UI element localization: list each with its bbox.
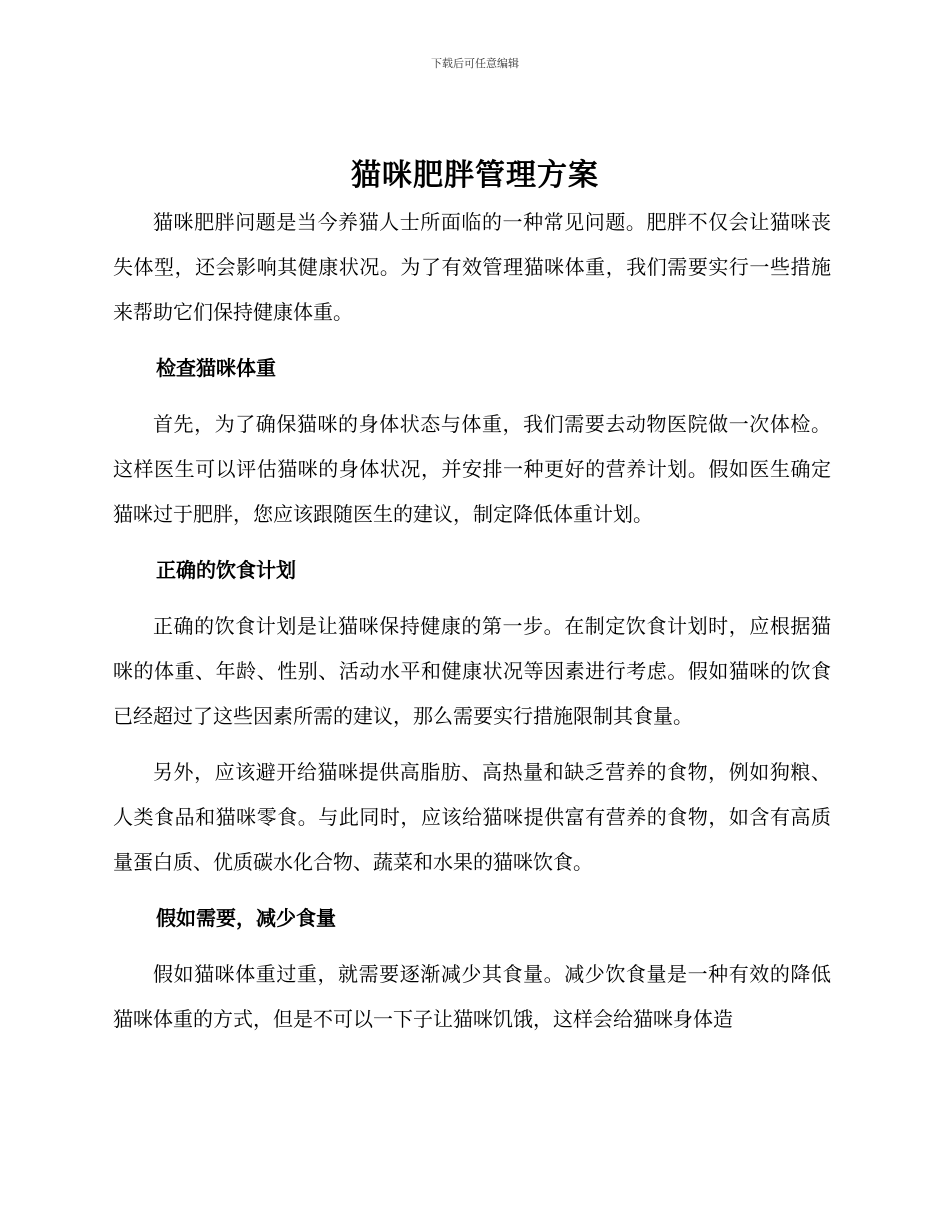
section-paragraph: 另外，应该避开给猫咪提供高脂肪、高热量和缺乏营养的食物，例如狗粮、人类食品和猫咪零食。与此同时，应该给猫咪提供富有营养的食物，如含有高质量蛋白质、优质碳水化合物、蔬菜和水果的猫咪饮食。	[113, 760, 831, 874]
intro-paragraph: 猫咪肥胖问题是当今养猫人士所面临的一种常见问题。肥胖不仅会让猫咪丧失体型，还会影响其健康状况。为了有效管理猫咪体重，我们需要实行一些措施来帮助它们保持健康体重。	[113, 210, 831, 324]
header-note: 下载后可任意编辑	[431, 57, 519, 70]
section-paragraph: 假如猫咪体重过重，就需要逐渐减少其食量。减少饮食量是一种有效的降低猫咪体重的方式，但是不可以一下子让猫咪饥饿，这样会给猫咪身体造	[113, 962, 831, 1031]
section-paragraph: 首先，为了确保猫咪的身体状态与体重，我们需要去动物医院做一次体检。这样医生可以评估猫咪的身体状况，并安排一种更好的营养计划。假如医生确定猫咪过于肥胖，您应该跟随医生的建议，制定降低体重计划。	[113, 412, 831, 526]
document-title: 猫咪肥胖管理方案	[351, 158, 599, 193]
section-heading-diet-plan: 正确的饮食计划	[156, 558, 296, 582]
section-heading-reduce-food: 假如需要，减少食量	[156, 906, 336, 930]
section-heading-check-weight: 检查猫咪体重	[156, 356, 276, 380]
section-paragraph: 正确的饮食计划是让猫咪保持健康的第一步。在制定饮食计划时，应根据猫咪的体重、年龄、性别、活动水平和健康状况等因素进行考虑。假如猫咪的饮食已经超过了这些因素所需的建议，那么需要实行措施限制其食量。	[113, 614, 831, 728]
document-body	[113, 200, 831, 1053]
